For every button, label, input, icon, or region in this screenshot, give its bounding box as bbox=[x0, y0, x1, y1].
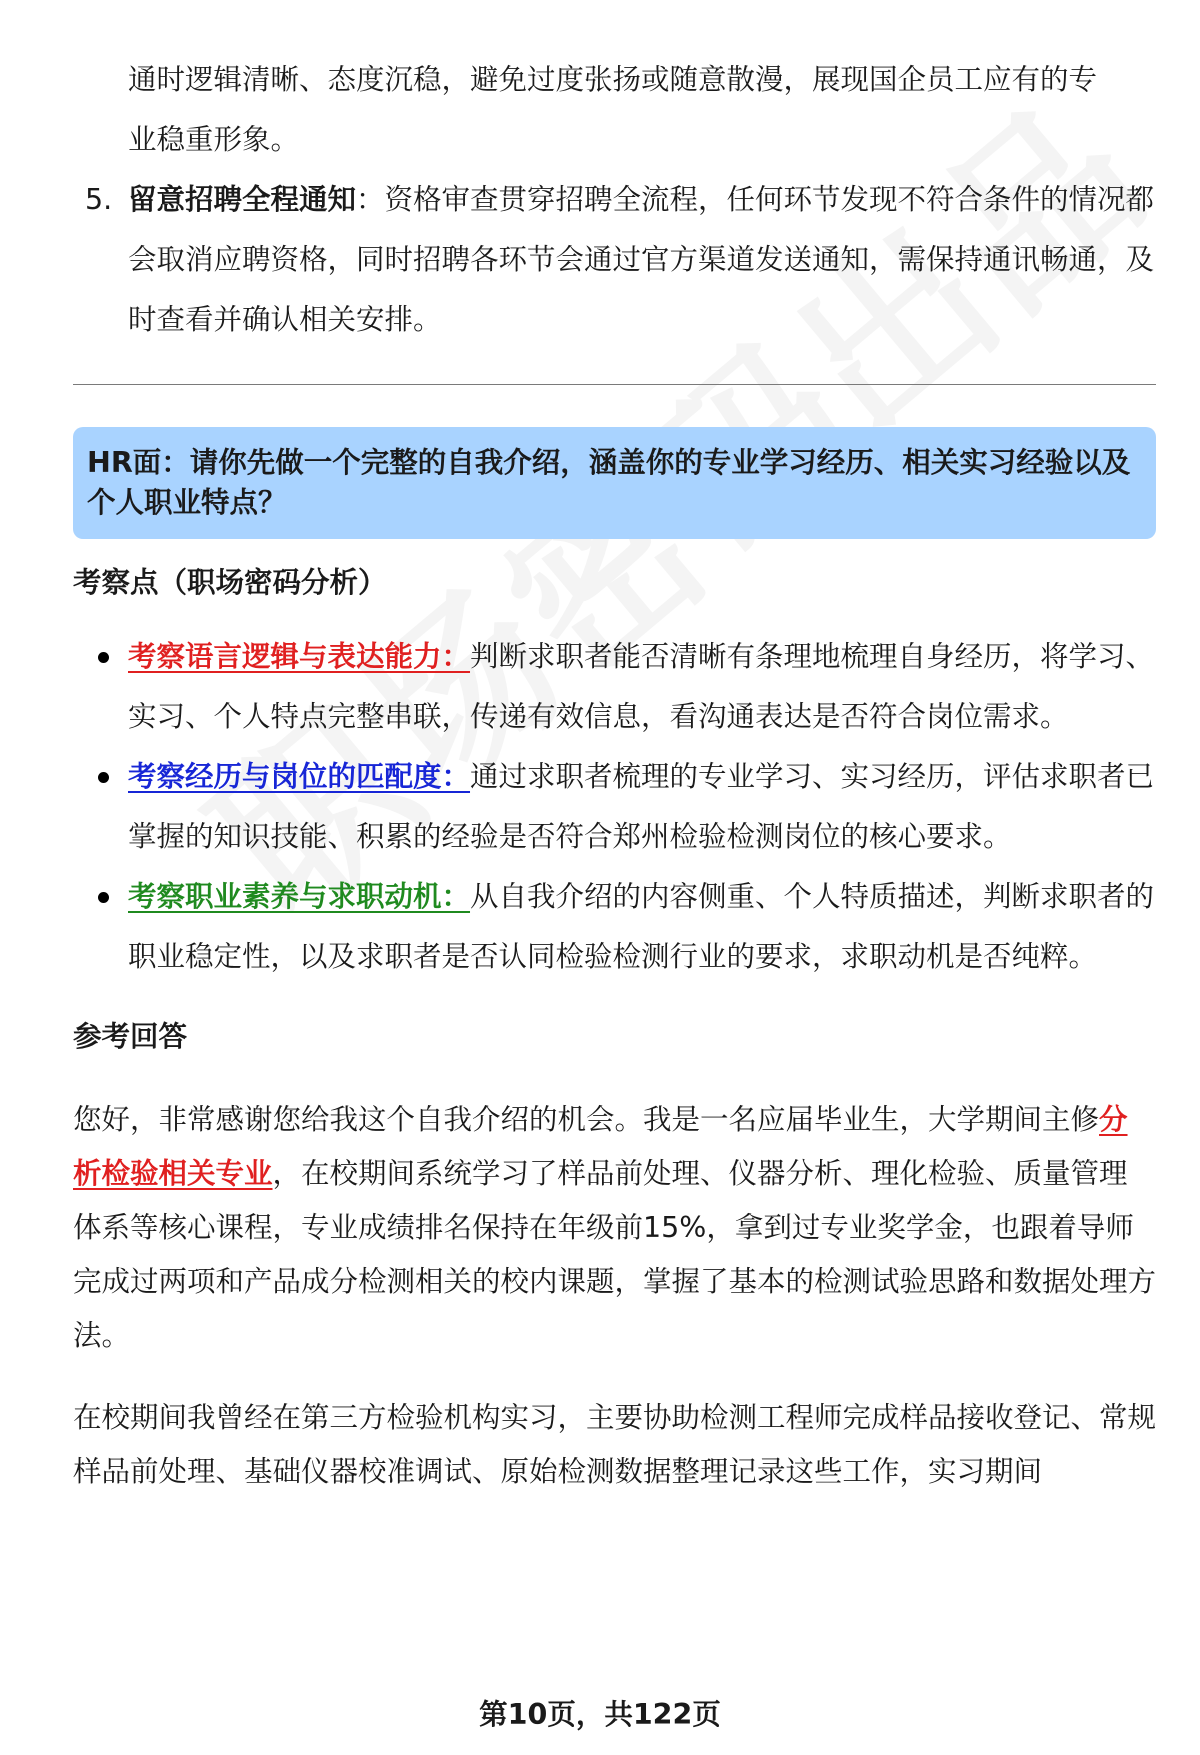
list-item bbox=[73, 867, 1156, 987]
item-number: 5. bbox=[85, 183, 113, 216]
question-box bbox=[73, 427, 1156, 539]
keyword-professionalism: 考察职业素养与求职动机： bbox=[128, 880, 471, 913]
continuation-paragraph bbox=[73, 50, 1156, 170]
list-item bbox=[73, 747, 1156, 867]
answer-text-after: ，在校期间系统学习了样品前处理、仪器分析、理化检验、质量管理体系等核心课程，专业成绩排名保持在年级前15%，拿到过专业奖学金，也跟着导师完成过两项和产品成分检测相关的校内课题，掌握了基本的检测试验思路和数据处理方法。 bbox=[73, 1157, 1157, 1352]
section-divider bbox=[73, 384, 1156, 385]
page-footer: 第10页，共122页 bbox=[479, 1698, 721, 1731]
bullet-text: 通过求职者梳理的专业学习、实习经历，评估求职者已掌握的知识技能、积累的经验是否符合郑州检验检测岗位的核心要求。 bbox=[128, 760, 1155, 853]
answer-highlight: 分析检验相关专业 bbox=[73, 1103, 1128, 1190]
continuation-line-1: 通时逻辑清晰、态度沉稳，避免过度张扬或随意散漫，展现国企员工应有的专 bbox=[128, 63, 1098, 96]
item-title: 留意招聘全程通知 bbox=[128, 183, 357, 216]
item-text: ：资格审查贯穿招聘全流程，任何环节发现不符合条件的情况都会取消应聘资格，同时招聘各环节会通过官方渠道发送通知，需保持通讯畅通，及时查看并确认相关安排。 bbox=[128, 183, 1155, 336]
answer-text: 在校期间我曾经在第三方检验机构实习，主要协助检测工程师完成样品接收登记、常规样品前处理、基础仪器校准调试、原始检测数据整理记录这些工作，实习期间 bbox=[73, 1401, 1157, 1488]
analysis-list bbox=[73, 627, 1156, 987]
bullet-dot bbox=[98, 772, 109, 783]
bullet-dot bbox=[98, 652, 109, 663]
bullet-text: 判断求职者能否清晰有条理地梳理自身经历，将学习、实习、个人特点完整串联，传递有效信息，看沟通表达是否符合岗位需求。 bbox=[128, 640, 1155, 733]
keyword-experience-match: 考察经历与岗位的匹配度： bbox=[128, 760, 471, 793]
bullet-text: 从自我介绍的内容侧重、个人特质描述，判断求职者的职业稳定性，以及求职者是否认同检验检测行业的要求，求职动机是否纯粹。 bbox=[128, 880, 1155, 973]
answer-text-before: 您好，非常感谢您给我这个自我介绍的机会。我是一名应届毕业生，大学期间主修 bbox=[73, 1103, 1100, 1136]
analysis-title: 考察点（职场密码分析） bbox=[73, 566, 387, 599]
page-content bbox=[73, 50, 1156, 1499]
list-item bbox=[73, 627, 1156, 747]
keyword-language-logic: 考察语言逻辑与表达能力： bbox=[128, 640, 471, 673]
numbered-item-5 bbox=[73, 170, 1156, 350]
continuation-line-2: 业稳重形象。 bbox=[128, 123, 300, 156]
answer-paragraph-1 bbox=[73, 1093, 1156, 1363]
answer-paragraph-2 bbox=[73, 1391, 1156, 1499]
reference-title: 参考回答 bbox=[73, 1020, 188, 1053]
question-text: HR面：请你先做一个完整的自我介绍，涵盖你的专业学习经历、相关实习经验以及个人职业特点？ bbox=[87, 446, 1131, 519]
bullet-dot bbox=[98, 892, 109, 903]
